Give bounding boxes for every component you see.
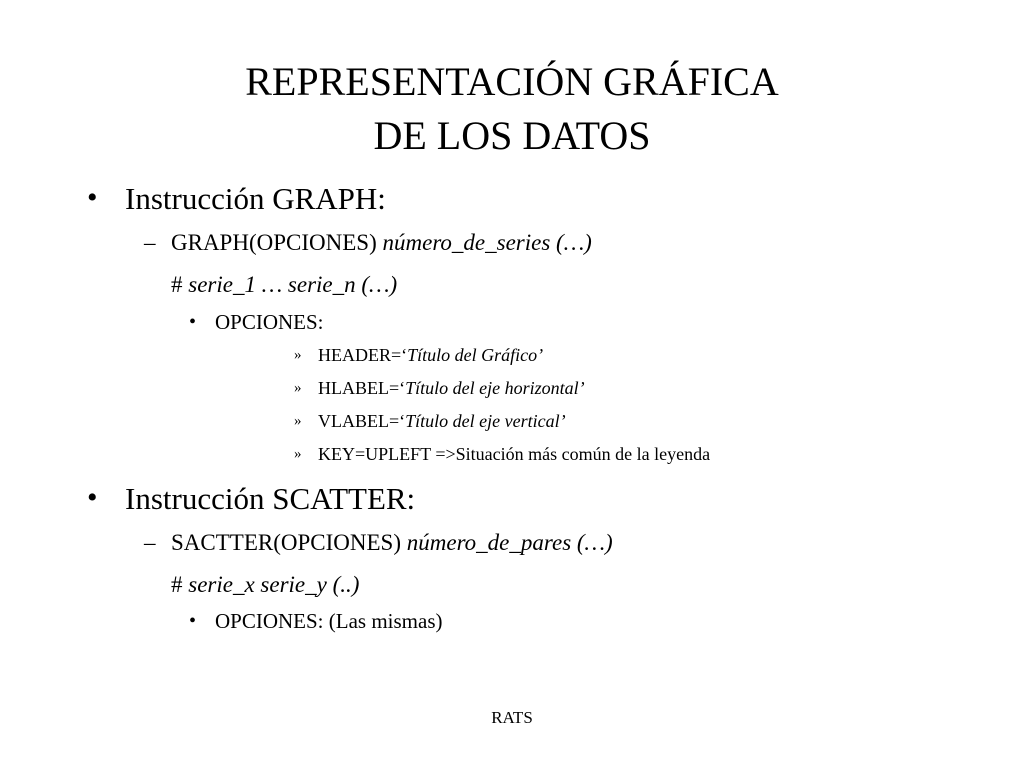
- bullet-level-4: »: [294, 380, 302, 396]
- graph-option-key: [318, 445, 710, 463]
- scatter-pairs-hash: #: [171, 572, 189, 597]
- graph-option-hlabel-value: Título del eje horizontal’: [405, 378, 585, 398]
- bullet-level-3: •: [189, 311, 197, 333]
- bullet-level-3: •: [189, 610, 197, 632]
- slide-footer: RATS: [491, 708, 533, 727]
- graph-options-label: OPCIONES:: [215, 310, 324, 334]
- scatter-pairs-list: serie_x serie_y (..): [188, 572, 360, 597]
- graph-series-list: serie_1 … serie_n (…): [188, 272, 398, 297]
- scatter-pairs-line: [171, 573, 359, 596]
- graph-option-header-value: Título del Gráfico’: [407, 345, 544, 365]
- slide-title-line-2: DE LOS DATOS: [373, 113, 651, 158]
- graph-syntax-command: GRAPH(OPCIONES): [171, 230, 383, 255]
- graph-option-vlabel-key: VLABEL=‘: [318, 411, 406, 431]
- graph-option-vlabel-value: Título del eje vertical’: [405, 411, 566, 431]
- bullet-level-1: •: [87, 481, 98, 514]
- scatter-syntax-command: SACTTER(OPCIONES): [171, 530, 407, 555]
- scatter-syntax: [171, 531, 613, 554]
- graph-series-hash: #: [171, 272, 189, 297]
- graph-option-key-text: KEY=UPLEFT =>Situación más común de la leyenda: [318, 444, 711, 464]
- bullet-level-4: »: [294, 413, 302, 429]
- scatter-syntax-args: número_de_pares (…): [406, 530, 613, 555]
- graph-syntax-args: número_de_series (…): [382, 230, 592, 255]
- graph-option-header-key: HEADER=‘: [318, 345, 408, 365]
- scatter-options-label: OPCIONES: (Las mismas): [215, 609, 443, 633]
- bullet-level-2: –: [144, 230, 156, 255]
- graph-syntax: [171, 231, 592, 254]
- graph-option-hlabel-key: HLABEL=‘: [318, 378, 406, 398]
- slide-title-line-1: REPRESENTACIÓN GRÁFICA: [245, 59, 779, 104]
- bullet-level-4: »: [294, 347, 302, 363]
- graph-heading: Instrucción GRAPH:: [125, 181, 386, 216]
- graph-option-hlabel: [318, 379, 585, 397]
- scatter-heading: Instrucción SCATTER:: [125, 481, 416, 516]
- bullet-level-4: »: [294, 446, 302, 462]
- bullet-level-2: –: [144, 530, 156, 555]
- graph-series-line: [171, 273, 397, 296]
- bullet-level-1: •: [87, 181, 98, 214]
- graph-option-vlabel: [318, 412, 566, 430]
- graph-option-header: [318, 346, 543, 364]
